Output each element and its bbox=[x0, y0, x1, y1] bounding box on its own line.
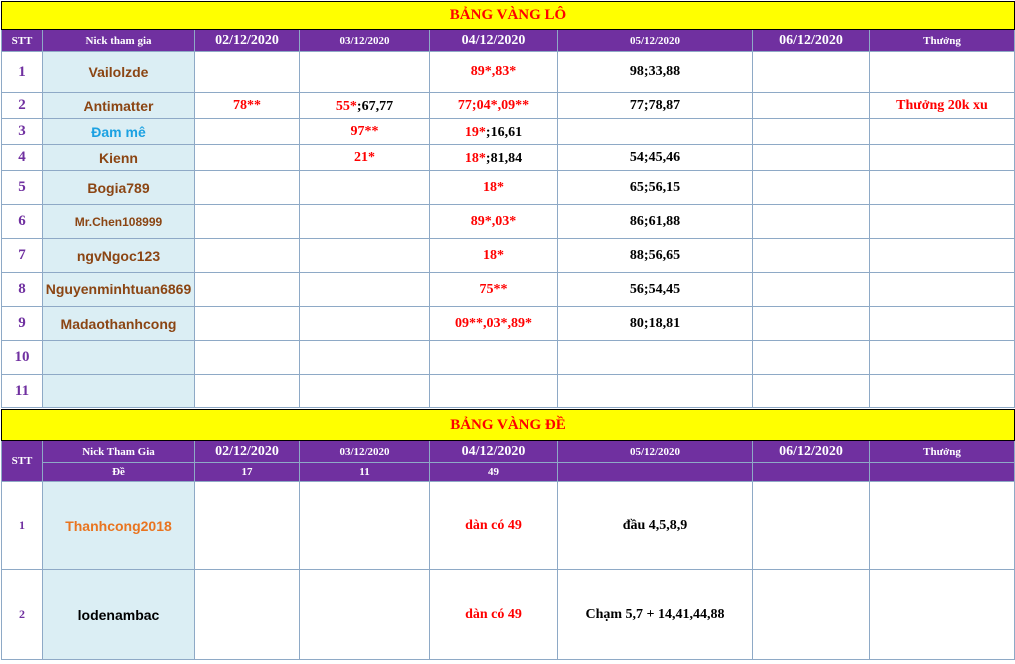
row-number: 7 bbox=[2, 239, 43, 273]
table-row bbox=[2, 375, 1015, 408]
cell-0612 bbox=[753, 482, 870, 570]
table-row bbox=[2, 341, 1015, 375]
cell-0512: Chạm 5,7 + 14,41,44,88 bbox=[558, 570, 753, 660]
header-date-0612: 06/12/2020 bbox=[753, 441, 870, 463]
cell-0412: 09**,03*,89* bbox=[430, 307, 558, 341]
cell-0612 bbox=[753, 205, 870, 239]
header-stt: STT bbox=[2, 30, 43, 52]
cell-0412: 89*,03* bbox=[430, 205, 558, 239]
table-row bbox=[2, 52, 1015, 93]
cell-reward bbox=[870, 307, 1015, 341]
header-date-0212: 02/12/2020 bbox=[195, 441, 300, 463]
row-number: 4 bbox=[2, 145, 43, 171]
nick-cell bbox=[43, 375, 195, 408]
nick-cell: Antimatter bbox=[43, 93, 195, 119]
cell-0312 bbox=[300, 273, 430, 307]
cell-0412 bbox=[430, 341, 558, 375]
de-result-0212: 17 bbox=[195, 463, 300, 482]
header-date-0312: 03/12/2020 bbox=[300, 441, 430, 463]
header-date-0512: 05/12/2020 bbox=[558, 30, 753, 52]
table-row bbox=[2, 307, 1015, 341]
cell-0412: 18* bbox=[430, 171, 558, 205]
de-result-reward bbox=[870, 463, 1015, 482]
cell-0612 bbox=[753, 570, 870, 660]
row-number: 10 bbox=[2, 341, 43, 375]
de-result-0512 bbox=[558, 463, 753, 482]
cell-reward bbox=[870, 145, 1015, 171]
cell-reward bbox=[870, 171, 1015, 205]
cell-0412 bbox=[430, 119, 558, 145]
cell-0412: 75** bbox=[430, 273, 558, 307]
nick-cell: ngvNgoc123 bbox=[43, 239, 195, 273]
row-number: 9 bbox=[2, 307, 43, 341]
cell-0612 bbox=[753, 93, 870, 119]
cell-0412: dàn có 49 bbox=[430, 570, 558, 660]
cell-0212 bbox=[195, 307, 300, 341]
cell-0212 bbox=[195, 273, 300, 307]
de-label: Đề bbox=[43, 463, 195, 482]
cell-0212 bbox=[195, 482, 300, 570]
cell-0512 bbox=[558, 375, 753, 408]
table-row bbox=[2, 119, 1015, 145]
nick-cell: Nguyenminhtuan6869 bbox=[43, 273, 195, 307]
nick-cell: Bogia789 bbox=[43, 171, 195, 205]
lo-table-title: BẢNG VÀNG LÔ bbox=[2, 2, 1015, 30]
cell-0212 bbox=[195, 145, 300, 171]
de-header-row bbox=[2, 441, 1015, 463]
cell-0312 bbox=[300, 171, 430, 205]
cell-0212 bbox=[195, 239, 300, 273]
de-table bbox=[1, 409, 1015, 660]
cell-0412: 18* bbox=[430, 239, 558, 273]
cell-0312 bbox=[300, 93, 430, 119]
header-reward: Thưởng bbox=[870, 30, 1015, 52]
cell-0512: 56;54,45 bbox=[558, 273, 753, 307]
cell-0312 bbox=[300, 239, 430, 273]
cell-reward bbox=[870, 570, 1015, 660]
cell-reward: Thưởng 20k xu bbox=[870, 93, 1015, 119]
cell-0612 bbox=[753, 239, 870, 273]
cell-0412 bbox=[430, 375, 558, 408]
table-row bbox=[2, 145, 1015, 171]
cell-0412-rest: ;81,84 bbox=[485, 150, 523, 166]
table-row bbox=[2, 273, 1015, 307]
header-date-0512: 05/12/2020 bbox=[558, 441, 753, 463]
cell-0412: 77;04*,09** bbox=[430, 93, 558, 119]
cell-0412: 89*,83* bbox=[430, 52, 558, 93]
header-nick: Nick tham gia bbox=[43, 30, 195, 52]
cell-0312 bbox=[300, 307, 430, 341]
cell-0212 bbox=[195, 171, 300, 205]
nick-cell: lodenambac bbox=[43, 570, 195, 660]
cell-0512 bbox=[558, 341, 753, 375]
cell-0312 bbox=[300, 375, 430, 408]
de-result-0612 bbox=[753, 463, 870, 482]
header-date-0412: 04/12/2020 bbox=[430, 441, 558, 463]
cell-0312-highlight: 55* bbox=[335, 98, 357, 114]
cell-reward bbox=[870, 119, 1015, 145]
cell-0512: 54;45,46 bbox=[558, 145, 753, 171]
cell-reward bbox=[870, 273, 1015, 307]
header-date-0312: 03/12/2020 bbox=[300, 30, 430, 52]
header-nick: Nick Tham Gia bbox=[43, 441, 195, 463]
cell-0312 bbox=[300, 205, 430, 239]
cell-0412-highlight: 19* bbox=[464, 124, 486, 140]
row-number: 1 bbox=[2, 482, 43, 570]
cell-0512: 80;18,81 bbox=[558, 307, 753, 341]
row-number: 3 bbox=[2, 119, 43, 145]
cell-0612 bbox=[753, 341, 870, 375]
cell-0212 bbox=[195, 119, 300, 145]
row-number: 11 bbox=[2, 375, 43, 408]
cell-0512: 65;56,15 bbox=[558, 171, 753, 205]
nick-cell: Madaothanhcong bbox=[43, 307, 195, 341]
cell-0312 bbox=[300, 341, 430, 375]
cell-0312 bbox=[300, 482, 430, 570]
table-row bbox=[2, 171, 1015, 205]
cell-reward bbox=[870, 52, 1015, 93]
table-row bbox=[2, 570, 1015, 660]
de-table-title: BẢNG VÀNG ĐỀ bbox=[2, 410, 1015, 441]
cell-0412-rest: ;16,61 bbox=[485, 124, 523, 140]
cell-0212 bbox=[195, 375, 300, 408]
cell-0312-rest: ;67,77 bbox=[356, 98, 394, 114]
cell-0312 bbox=[300, 570, 430, 660]
cell-0612 bbox=[753, 52, 870, 93]
cell-reward bbox=[870, 482, 1015, 570]
cell-0312: 21* bbox=[300, 145, 430, 171]
cell-0212 bbox=[195, 52, 300, 93]
cell-0212: 78** bbox=[195, 93, 300, 119]
nick-cell: Đam mê bbox=[43, 119, 195, 145]
table-row bbox=[2, 205, 1015, 239]
cell-0612 bbox=[753, 171, 870, 205]
nick-cell: Thanhcong2018 bbox=[43, 482, 195, 570]
cell-0312: 97** bbox=[300, 119, 430, 145]
header-reward: Thưởng bbox=[870, 441, 1015, 463]
cell-0612 bbox=[753, 307, 870, 341]
cell-reward bbox=[870, 239, 1015, 273]
cell-0412-highlight: 18* bbox=[464, 150, 486, 166]
cell-0512 bbox=[558, 119, 753, 145]
cell-0512: 77;78,87 bbox=[558, 93, 753, 119]
de-result-row bbox=[2, 463, 1015, 482]
cell-0212 bbox=[195, 341, 300, 375]
de-result-0412: 49 bbox=[430, 463, 558, 482]
lo-table bbox=[1, 1, 1015, 408]
cell-reward bbox=[870, 205, 1015, 239]
header-date-0612: 06/12/2020 bbox=[753, 30, 870, 52]
de-result-0312: 11 bbox=[300, 463, 430, 482]
cell-0412: dàn có 49 bbox=[430, 482, 558, 570]
nick-cell bbox=[43, 341, 195, 375]
row-number: 1 bbox=[2, 52, 43, 93]
cell-0512: 86;61,88 bbox=[558, 205, 753, 239]
lo-header-row bbox=[2, 30, 1015, 52]
row-number: 6 bbox=[2, 205, 43, 239]
cell-0612 bbox=[753, 119, 870, 145]
row-number: 2 bbox=[2, 93, 43, 119]
table-row bbox=[2, 482, 1015, 570]
cell-0612 bbox=[753, 273, 870, 307]
nick-cell: Kienn bbox=[43, 145, 195, 171]
cell-0512: 98;33,88 bbox=[558, 52, 753, 93]
table-row bbox=[2, 93, 1015, 119]
table-row bbox=[2, 239, 1015, 273]
cell-0312 bbox=[300, 52, 430, 93]
row-number: 8 bbox=[2, 273, 43, 307]
row-number: 5 bbox=[2, 171, 43, 205]
cell-0412 bbox=[430, 145, 558, 171]
header-stt: STT bbox=[2, 441, 43, 482]
nick-cell: Mr.Chen108999 bbox=[43, 205, 195, 239]
cell-0512: 88;56,65 bbox=[558, 239, 753, 273]
cell-0212 bbox=[195, 205, 300, 239]
cell-0612 bbox=[753, 145, 870, 171]
cell-reward bbox=[870, 375, 1015, 408]
nick-cell: Vailolzde bbox=[43, 52, 195, 93]
cell-0512: đầu 4,5,8,9 bbox=[558, 482, 753, 570]
cell-0212 bbox=[195, 570, 300, 660]
cell-reward bbox=[870, 341, 1015, 375]
cell-0612 bbox=[753, 375, 870, 408]
header-date-0212: 02/12/2020 bbox=[195, 30, 300, 52]
row-number: 2 bbox=[2, 570, 43, 660]
header-date-0412: 04/12/2020 bbox=[430, 30, 558, 52]
